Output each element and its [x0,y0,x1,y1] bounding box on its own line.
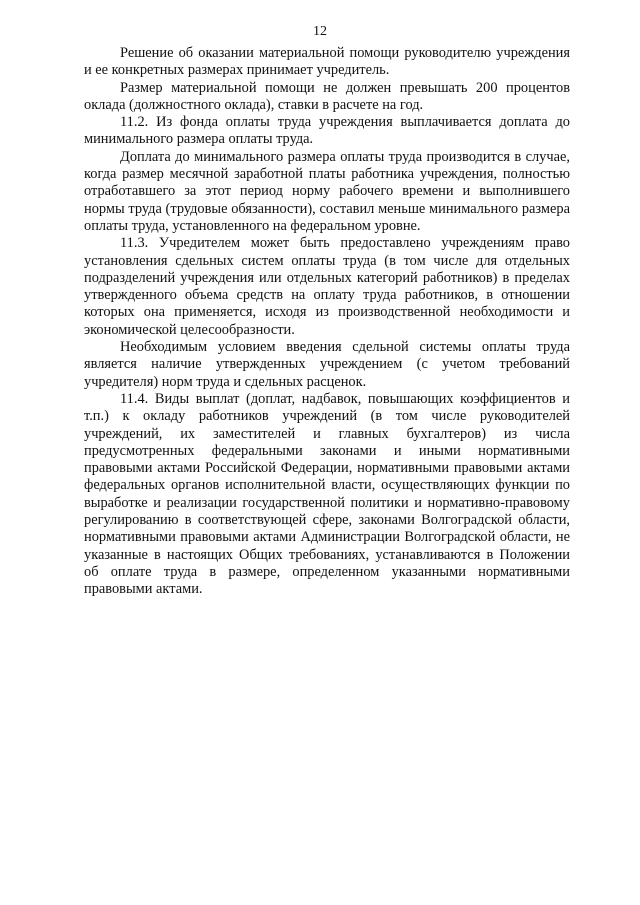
paragraph-material-aid-decision: Решение об оказании материальной помощи руководителю учреждения и ее конкретных размерах принимает учредитель. [84,45,570,79]
paragraph-minimum-wage-supplement: Доплата до минимального размера оплаты труда производится в случае, когда размер месячной заработной платы работника учреждения, полностью отработавшего за этот период норму рабочего времени и выполнившего нормы труда (трудовые обязанности), составил меньше минимального размера оплаты труда, установленного на федеральном уровне. [84,148,570,234]
document-body [84,45,570,599]
paragraph-material-aid-limit: Размер материальной помощи не должен превышать 200 процентов оклада (должностного оклада), ставки в расчете на год. [84,79,570,113]
paragraph-piecework-condition: Необходимым условием введения сдельной системы оплаты труда является наличие утвержденных учреждением (с учетом требований учредителя) норм труда и сдельных расценок. [84,339,570,390]
page-number: 12 [313,24,327,39]
paragraph-11-2: 11.2. Из фонда оплаты труда учреждения выплачивается доплата до минимального размера оплаты труда. [84,114,570,148]
paragraph-11-4: 11.4. Виды выплат (доплат, надбавок, повышающих коэффициентов и т.п.) к окладу работников учреждений (в том числе руководителей учреждений, их заместителей и главных бухгалтеров) из числа предусмотренных федеральными законами и иными нормативными правовыми актами Российской Федерации, нормативными правовыми актами федеральных органов исполнительной власти, осуществляющих функции по выработке и реализации государственной политики и нормативно-правовому регулированию в соответствующей сфере, законами Волгоградской области, нормативными правовыми актами Администрации Волгоградской области, не указанные в настоящих Общих требованиях, устанавливаются в Положении об оплате труда в размере, определенном указанными нормативными правовыми актами. [84,390,570,598]
paragraph-11-3: 11.3. Учредителем может быть предоставлено учреждениям право установления сдельных систем оплаты труда (в том числе для отдельных подразделений учреждения или отдельных категорий работников) в пределах утвержденного объема средств на оплату труда работников, в отношении которых она применяется, исходя из производственной необходимости и экономической целесообразности. [84,235,570,338]
